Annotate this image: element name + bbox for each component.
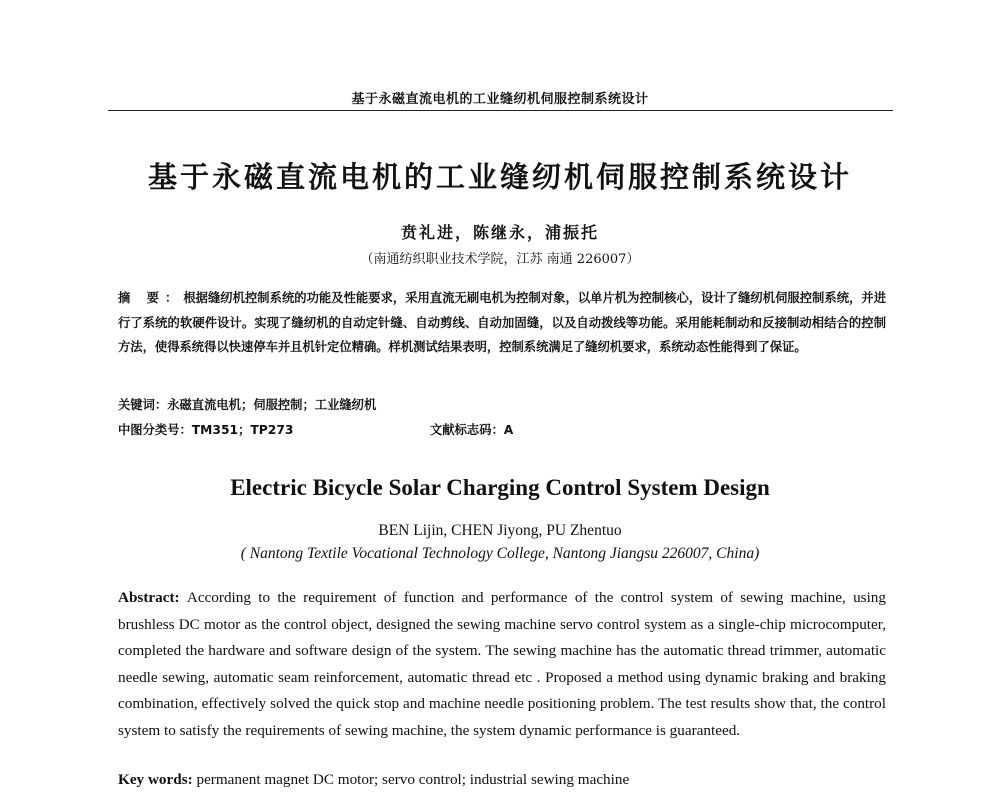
header-rule — [108, 110, 893, 111]
keywords-chinese — [118, 395, 886, 413]
classification-row — [118, 420, 886, 438]
abstract-english-text: According to the requirement of function and performance of the control system of sewing machine, using brushless DC motor as the control object, designed the sewing machine servo control system as a single-chip microcomputer, completed the hardware and software design of the system. The sewing machine has the automatic thread trimmer, automatic needle sewing, automatic seam reinforcement, automatic thread etc . Proposed a method using dynamic braking and braking combination, effectively solved the quick stop and machine needle positioning problem. The test results show that, the control system to satisfy the requirements of sewing machine, the system dynamic performance is guaranteed. — [118, 589, 886, 739]
authors-english: BEN Lijin, CHEN Jiyong, PU Zhentuo — [378, 522, 622, 539]
authors-chinese: 贲礼进，陈继永，浦振托 — [400, 223, 599, 242]
affiliation-chinese: （南通纺织职业技术学院，江苏 南通 226007） — [360, 252, 640, 267]
keywords-chinese-text: 永磁直流电机；伺服控制；工业缝纫机 — [167, 398, 377, 412]
keywords-english — [118, 771, 886, 789]
keywords-english-label: Key words — [118, 771, 188, 788]
abstract-english-label: Abstract — [118, 589, 175, 606]
classification-label: 中图分类号： — [118, 423, 192, 437]
abstract-english-colon: : — [174, 589, 187, 606]
keywords-english-text: permanent magnet DC motor; servo control; industrial sewing machine — [196, 771, 630, 788]
keywords-english-colon: : — [187, 771, 197, 788]
abstract-chinese — [118, 286, 886, 360]
title-chinese: 基于永磁直流电机的工业缝纫机伺服控制系统设计 — [147, 160, 852, 194]
title-english: Electric Bicycle Solar Charging Control System Design — [230, 475, 770, 500]
document-code-label: 文献标志码： — [430, 423, 504, 437]
classification-value: TM351；TP273 — [191, 423, 294, 437]
abstract-chinese-text: 根据缝纫机控制系统的功能及性能要求，采用直流无刷电机为控制对象，以单片机为控制核心，设计了缝纫机伺服控制系统，并进行了系统的软硬件设计。实现了缝纫机的自动定针缝、自动剪线、自动加固缝，以及自动拨线等功能。采用能耗制动和反接制动相结合的控制方法，使得系统得以快速停车并且机针定位精确。样机测试结果表明，控制系统满足了缝纫机要求，系统动态性能得到了保证。 — [118, 291, 887, 354]
abstract-chinese-label: 摘 要： — [118, 291, 184, 305]
affiliation-english: ( Nantong Textile Vocational Technology College, Nantong Jiangsu 226007, China) — [240, 545, 760, 562]
document-code-value: A — [503, 423, 514, 437]
running-head: 基于永磁直流电机的工业缝纫机伺服控制系统设计 — [351, 92, 649, 107]
document-code — [430, 420, 513, 438]
keywords-chinese-label: 关键词： — [118, 398, 168, 412]
abstract-english — [118, 585, 886, 744]
